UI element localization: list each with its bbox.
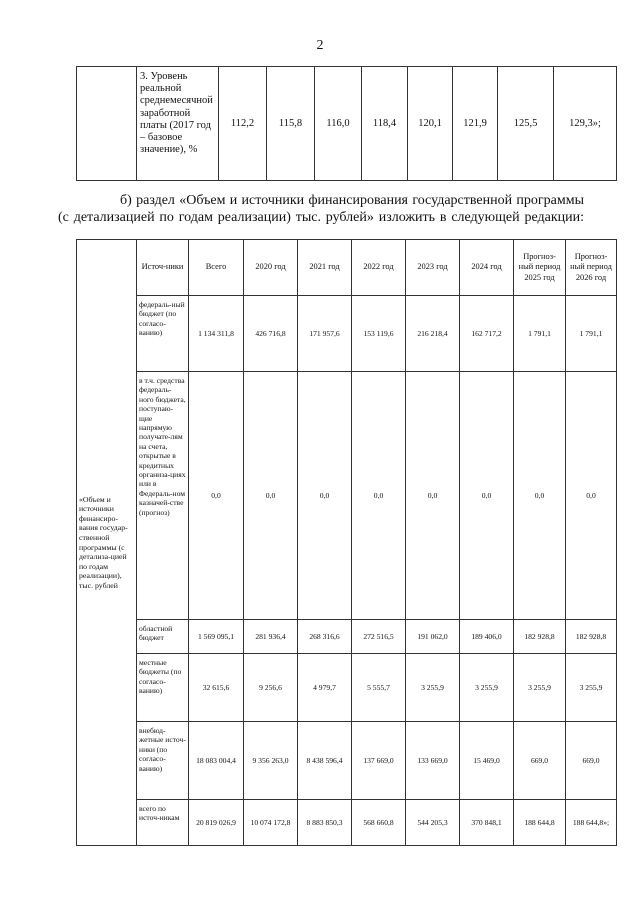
table-row (77, 654, 617, 722)
source-label: в т.ч. средства федераль-ного бюджета, поступаю-щие напрямую получате-лям на счета, открытые в кредитных организа-циях или в Федераль-ном казначей-стве (прогноз) (137, 372, 189, 620)
indicator-row (77, 67, 617, 181)
column-header: 2020 год (244, 240, 298, 296)
value-cell: 3 255,9 (514, 654, 566, 722)
value-cell: 133 669,0 (406, 722, 460, 800)
table-row (77, 800, 617, 846)
section-line-2: (с детализацией по годам реализации) тыс. рублей» изложить в следующей редакции: (58, 210, 584, 225)
source-label: всего по источ-никам (137, 800, 189, 846)
value-cell: 272 516,5 (352, 620, 406, 654)
column-header: 2021 год (298, 240, 352, 296)
value-cell: 9 356 263,0 (244, 722, 298, 800)
indicator-value: 118,4 (362, 67, 408, 181)
value-cell: 669,0 (566, 722, 617, 800)
value-cell: 0,0 (189, 372, 244, 620)
value-cell: 10 074 172,8 (244, 800, 298, 846)
value-cell: 32 615,6 (189, 654, 244, 722)
financing-table (76, 239, 617, 846)
column-header: 2022 год (352, 240, 406, 296)
value-cell: 669,0 (514, 722, 566, 800)
indicator-value: 121,9 (453, 67, 498, 181)
source-label: внебюд-жетные источ-ники (по согласо-ванию) (137, 722, 189, 800)
value-cell: 153 119,6 (352, 296, 406, 372)
value-cell: 0,0 (244, 372, 298, 620)
value-cell: 268 316,6 (298, 620, 352, 654)
value-cell: 188 644,8»; (566, 800, 617, 846)
value-cell: 4 979,7 (298, 654, 352, 722)
header-row (77, 240, 617, 296)
value-cell: 3 255,9 (406, 654, 460, 722)
table-row (77, 372, 617, 620)
source-label: областной бюджет (137, 620, 189, 654)
value-cell: 0,0 (406, 372, 460, 620)
table-row (77, 620, 617, 654)
value-cell: 188 644,8 (514, 800, 566, 846)
table-title-cell: «Объем и источники финансиро-вания государ-ственной программы (с детализа-цией по годам реализации), тыс. рублей (77, 240, 137, 846)
value-cell: 8 883 850,3 (298, 800, 352, 846)
value-cell: 9 256,6 (244, 654, 298, 722)
value-cell: 189 406,0 (460, 620, 514, 654)
value-cell: 1 134 311,8 (189, 296, 244, 372)
value-cell: 5 555,7 (352, 654, 406, 722)
indicator-value: 120,1 (408, 67, 453, 181)
column-header: Источ-ники (137, 240, 189, 296)
value-cell: 182 928,8 (566, 620, 617, 654)
value-cell: 216 218,4 (406, 296, 460, 372)
value-cell: 8 438 596,4 (298, 722, 352, 800)
section-line-1: б) раздел «Объем и источники финансирования государственной программы (120, 193, 584, 208)
source-label: местные бюджеты (по согласо-ванию) (137, 654, 189, 722)
indicator-value: 115,8 (267, 67, 315, 181)
value-cell: 3 255,9 (460, 654, 514, 722)
value-cell: 370 848,1 (460, 800, 514, 846)
indicator-name: 3. Уровень реальной среднемесячной заработной платы (2017 год – базовое значение), % (137, 67, 219, 181)
value-cell: 0,0 (298, 372, 352, 620)
column-header: 2024 год (460, 240, 514, 296)
value-cell: 1 791,1 (566, 296, 617, 372)
indicator-value: 129,3»; (554, 67, 617, 181)
table-row (77, 722, 617, 800)
value-cell: 281 936,4 (244, 620, 298, 654)
value-cell: 162 717,2 (460, 296, 514, 372)
value-cell: 182 928,8 (514, 620, 566, 654)
value-cell: 0,0 (352, 372, 406, 620)
section-paragraph (58, 192, 584, 226)
value-cell: 0,0 (514, 372, 566, 620)
indicator-table (76, 66, 617, 181)
value-cell: 1 791,1 (514, 296, 566, 372)
page-number: 2 (316, 38, 324, 53)
source-label: федераль-ный бюджет (по согласо-ванию) (137, 296, 189, 372)
indicator-value: 112,2 (219, 67, 267, 181)
value-cell: 3 255,9 (566, 654, 617, 722)
column-header: 2023 год (406, 240, 460, 296)
indicator-value: 116,0 (315, 67, 362, 181)
value-cell: 15 469,0 (460, 722, 514, 800)
value-cell: 191 062,0 (406, 620, 460, 654)
empty-cell (77, 67, 137, 181)
value-cell: 544 205,3 (406, 800, 460, 846)
value-cell: 18 083 004,4 (189, 722, 244, 800)
column-header: Прогноз-ный период 2025 год (514, 240, 566, 296)
indicator-value: 125,5 (498, 67, 554, 181)
value-cell: 0,0 (460, 372, 514, 620)
table-row (77, 296, 617, 372)
value-cell: 1 569 095,1 (189, 620, 244, 654)
column-header: Прогноз-ный период 2026 год (566, 240, 617, 296)
value-cell: 20 819 026,9 (189, 800, 244, 846)
column-header: Всего (189, 240, 244, 296)
value-cell: 0,0 (566, 372, 617, 620)
value-cell: 171 957,6 (298, 296, 352, 372)
value-cell: 426 716,8 (244, 296, 298, 372)
value-cell: 568 660,8 (352, 800, 406, 846)
value-cell: 137 669,0 (352, 722, 406, 800)
